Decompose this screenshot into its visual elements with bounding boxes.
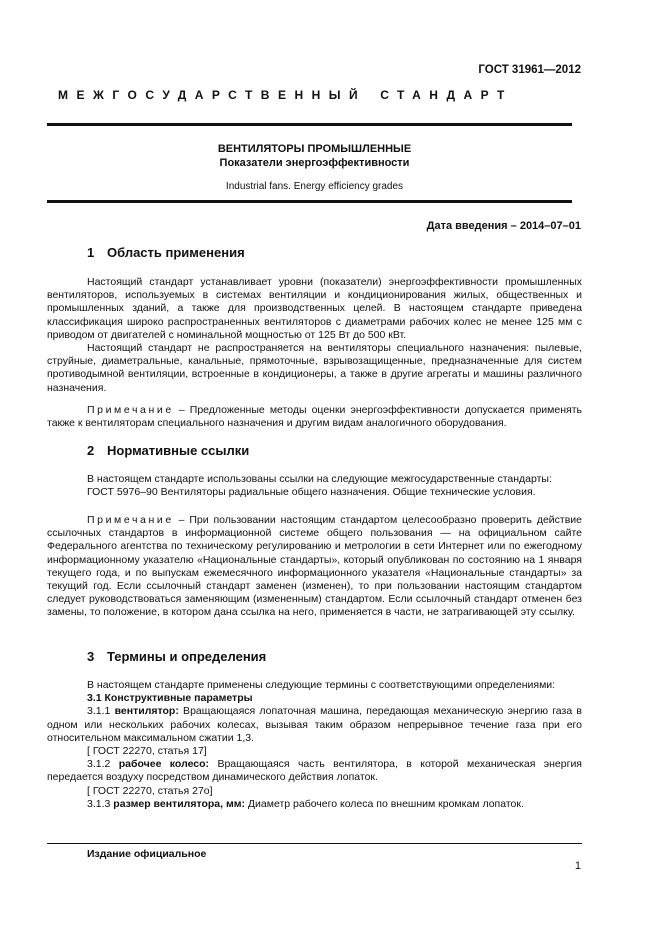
section-3-heading bbox=[87, 649, 266, 664]
section-2-paragraph-1: В настоящем стандарте использованы ссылки на следующие межгосударственные стандарты: bbox=[87, 473, 552, 485]
section-3-title: Термины и определения bbox=[107, 649, 267, 664]
section-1-heading bbox=[87, 245, 245, 260]
edition-label: Издание официальное bbox=[87, 848, 207, 860]
intro-date: Дата введения – 2014–07–01 bbox=[426, 220, 581, 232]
mezhgos-word: МЕЖГОСУДАРСТВЕННЫЙ bbox=[58, 88, 367, 102]
term-3-number: 3.1.3 bbox=[87, 797, 114, 810]
section-2-heading bbox=[87, 443, 249, 458]
header-rule-bottom bbox=[47, 200, 572, 203]
note-label: Примечание bbox=[87, 404, 174, 416]
document-subtitle: Показатели энергоэффективности bbox=[219, 157, 410, 169]
section-1-paragraph-1: Настоящий стандарт устанавливает уровни (показатели) энергоэффективности промышленных вентиляторов, используемых в системах вентиляции и кондиционирования жилых, общественных и промышленных зданий, а также для производственных целей. В настоящем стандарте приведена классификация широко распространенных вентиляторов с диаметрами рабочих колес не менее 125 мм с приводом от двигателей с номинальной мощностью от 125 Вт до 500 кВт. bbox=[47, 276, 582, 341]
term-2-reference: [ ГОСТ 22270, статья 27о] bbox=[87, 784, 213, 797]
section-2-body bbox=[47, 473, 582, 499]
term-2-term: рабочее колесо: bbox=[118, 758, 210, 771]
term-1-definition: Вращающаяся лопаточная машина, передающая механическую энергию газа в одном или нескольких рабочих колесах, вызывая таким образом непрерывное течение газа при его относительном максимальном сжатии 1,3. bbox=[47, 705, 582, 744]
section-3-subheading: 3.1 Конструктивные параметры bbox=[87, 692, 253, 705]
term-2-number: 3.1.2 bbox=[87, 758, 119, 771]
term-1-reference: [ ГОСТ 22270, статья 17] bbox=[87, 745, 207, 758]
term-1-term: вентилятор: bbox=[114, 705, 179, 718]
term-2 bbox=[47, 758, 582, 784]
term-1 bbox=[47, 705, 582, 745]
section-2-title: Нормативные ссылки bbox=[107, 443, 250, 458]
term-1-number: 3.1.1 bbox=[87, 705, 115, 718]
section-2-paragraph-2: ГОСТ 5976–90 Вентиляторы радиальные общего назначения. Общие технические условия. bbox=[87, 486, 536, 499]
document-title-english: Industrial fans. Energy efficiency grades bbox=[225, 181, 404, 192]
section-2-number: 2 bbox=[87, 443, 95, 458]
note-text: – При пользовании настоящим стандартом целесообразно проверить действие ссылочных стандартов в информационной системе общего пользования — на официальном сайте Федерального агентства по техническому регулированию и метрологии в сети Интернет или по ежегодному информационному указателю «Национальные стандарты», который опубликован по состоянию на 1 января текущего года, и по выпускам ежемесячного информационного указателя «Национальные стандарты» за текущий год. Если ссылочный стандарт заменен (изменен), то при пользовании настоящим стандартом следует руководствоваться заменяющим (измененным) стандартом. Если ссылочный стандарт отменен без замены, то положение, в котором дана ссылка на него, применяется в части, не затрагивающей эту ссылку. bbox=[47, 514, 582, 619]
term-3 bbox=[47, 798, 582, 811]
section-3-number: 3 bbox=[87, 649, 95, 664]
term-3-term: размер вентилятора, мм: bbox=[113, 797, 245, 810]
section-2-note-paragraph bbox=[47, 514, 582, 620]
footer-rule bbox=[47, 843, 582, 844]
header-rule-top bbox=[47, 123, 572, 126]
section-1-note bbox=[47, 404, 582, 430]
interstate-standard-heading bbox=[58, 88, 513, 102]
document-title: ВЕНТИЛЯТОРЫ ПРОМЫШЛЕННЫЕ bbox=[217, 143, 412, 155]
term-3-definition: Диаметр рабочего колеса по внешним кромкам лопаток. bbox=[245, 797, 524, 810]
section-1-body bbox=[47, 276, 582, 395]
note-text: – Предложенные методы оценки энергоэффективности допускается применять также к вентиляторам специального назначения и другим видам аналогичного оборудования. bbox=[47, 404, 582, 430]
section-1-title: Область применения bbox=[107, 245, 245, 260]
page-number: 1 bbox=[574, 860, 581, 872]
section-3-body bbox=[47, 679, 582, 811]
gost-code: ГОСТ 31961—2012 bbox=[478, 64, 581, 76]
section-2-note bbox=[47, 514, 582, 620]
section-1-paragraph-2: Настоящий стандарт не распространяется на вентиляторы специального назначения: пылевые, струйные, диаметральные, канальные, прямоточные, взрывозащищенные, предназначенные для систем противодымной вентиляции, встроенные в кондиционеры, а также в другие агрегаты и машины различного назначения. bbox=[47, 342, 582, 394]
section-1-note-paragraph bbox=[47, 404, 582, 430]
note-label: Примечание bbox=[87, 514, 174, 526]
standart-word: СТАНДАРТ bbox=[380, 88, 513, 102]
term-2-definition: Вращающаяся часть вентилятора, в которой механическая энергия передается воздуху посредством динамического действия лопаток. bbox=[47, 758, 582, 784]
section-3-paragraph-1: В настоящем стандарте применены следующие термины с соответствующими определениями: bbox=[87, 679, 556, 691]
section-1-number: 1 bbox=[87, 245, 95, 260]
